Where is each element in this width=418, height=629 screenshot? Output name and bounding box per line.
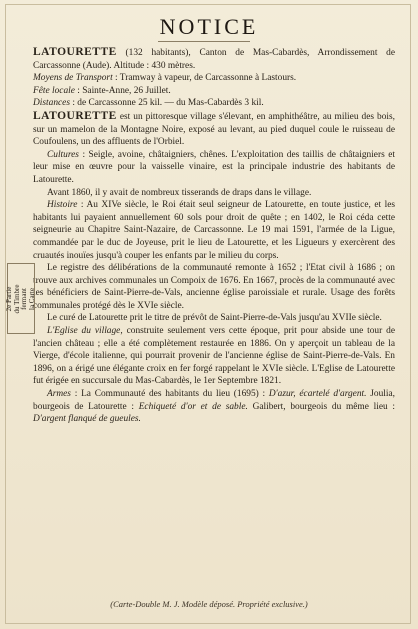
paragraph-transport: Moyens de Transport : Tramway à vapeur, de Carcassonne à Lastours. xyxy=(33,73,297,84)
paragraph-avant: Avant 1860, il y avait de nombreux tisserands de draps dans le village. xyxy=(47,187,312,198)
paragraph-intro: LATOURETTE (132 habitants), Canton de Mas-Cabardès, Arrondissement de Carcassonne (Aude). Altitude : 430 mètres. xyxy=(33,46,395,71)
village-name: LATOURETTE xyxy=(33,46,117,58)
footer-note: (Carte-Double M. J. Modèle déposé. Propriété exclusive.) xyxy=(110,599,308,609)
paragraph-histoire: Histoire : Au XIVe siècle, le Roi était seul seigneur de Latourette, en toute justice, et les habitants lui payaient annuellement 60 sols pour droit de quête ; en 1402, le Roi céda cette seigneurie au Chapitre Saint-Nazaire, de Carcassonne. Le 19 mai 1591, l'armée de la Ligue, commandée par le duc de Joyeuse, prit le lieu de Latourette, et les Ligueurs y exercèrent des cruautés inouïes jusqu'à couper les enfants par le milieu du corps. xyxy=(33,200,395,261)
paragraph-distances: Distances : de Carcassonne 25 kil. — du Mas-Cabardès 3 kil. xyxy=(33,98,264,109)
page-title: NOTICE xyxy=(159,14,259,39)
paragraph-armes: Armes : La Communauté des habitants du lieu (1695) : D'azur, écartelé d'argent. Joulia, bourgeois de Latourette : Echiqueté d'or et de sable. Galibert, bourgeois du même lieu : D'argent flanqué de gueules. xyxy=(33,389,395,425)
paragraph-cure: Le curé de Latourette prit le titre de prévôt de Saint-Pierre-de-Vals jusqu'au XVIIe siècle. xyxy=(47,313,382,324)
paragraph-eglise: L'Eglise du village, construite seulement vers cette époque, prit pour abside une tour de l'ancien château ; elle a été complètement restaurée en 1886. On y aperçoit un tableau de la Vierge, d'école italienne, qui pourrait provenir de l'ancienne église de Saint-Pierre-de-Vals. En 1896, on a érigé une élégante croix en fer forgé rappelant le XVIe siècle. L'Eglise de Latourette fut érigée en succursale du Mas-Cabardès, le 1er Septembre 1821. xyxy=(33,326,395,387)
village-name: LATOURETTE xyxy=(33,109,117,122)
paragraph-registre: Le registre des délibérations de la communauté remonte à 1652 ; l'Etat civil à 1686 ; on trouve aux archives communales un Compoix de 1676. En 1667, procès de la communauté avec les bénéficiers de Saint-Pierre-de-Vals, ancienne église paroissiale et rurale. Usage des forêts communales protégé dès le XVIe siècle. xyxy=(33,263,395,311)
title-rule xyxy=(158,41,250,42)
notice-body xyxy=(33,46,395,426)
paragraph-cultures: Cultures : Seigle, avoine, châtaigniers, chênes. L'exploitation des taillis de châtaigniers et leur mise en œuvre pour la vaisselle vinaire, est la principale industrie des habitants de Latourette. xyxy=(33,149,395,185)
paragraph-fete: Fête locale : Sainte-Anne, 26 Juillet. xyxy=(33,85,171,96)
paragraph-description: LATOURETTE est un pittoresque village s'élevant, en amphithéâtre, au milieu des bois, sur un mamelon de la Montagne Noire, exposé au levant, au pied duquel coule le ruisseau de Coufoulens, un des affluents de l'Orbiel. xyxy=(33,109,395,148)
stamp-box: 2e Partie du Timbre fermant la Carte xyxy=(7,263,35,334)
